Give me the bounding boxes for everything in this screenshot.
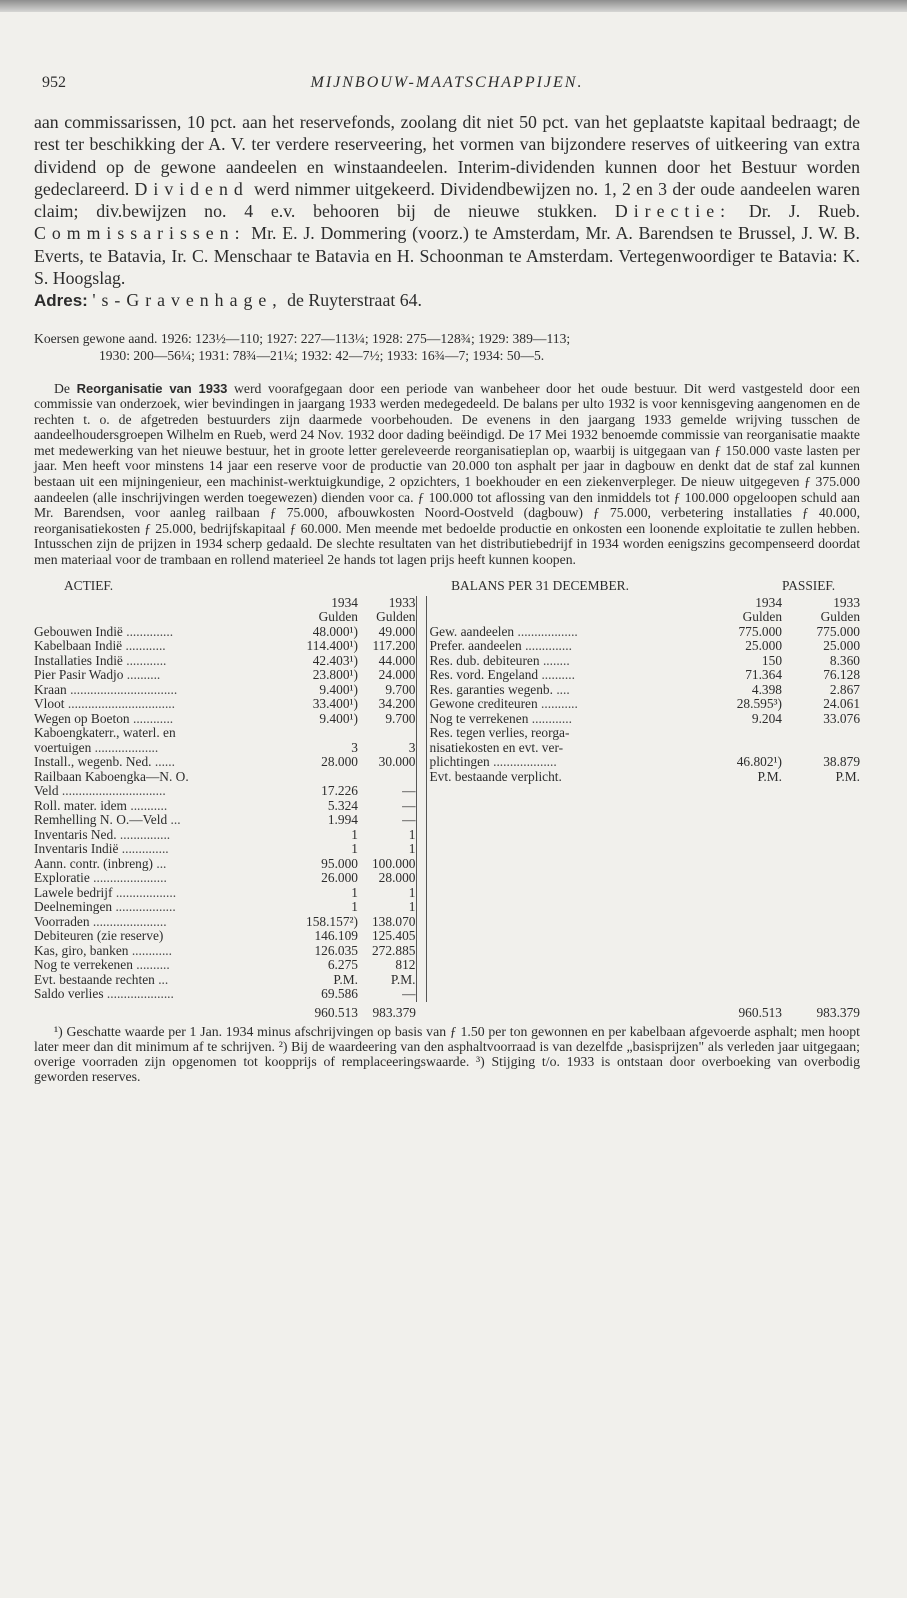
actief-leader-dots: ...................... bbox=[92, 914, 167, 929]
passief-label-text: nisatiekosten en evt. ver- bbox=[429, 740, 564, 755]
passief-value-1933 bbox=[782, 900, 860, 915]
passief-value-1934 bbox=[694, 929, 782, 944]
actief-value-1933: — bbox=[358, 813, 416, 828]
actief-label-text: Install., wegenb. Ned. bbox=[34, 755, 152, 770]
passief-value-1934 bbox=[694, 900, 782, 915]
balance-heading-row bbox=[34, 579, 860, 596]
passief-value-1934: 71.364 bbox=[745, 668, 783, 683]
actief-item-label bbox=[34, 770, 298, 785]
balance-row bbox=[34, 683, 860, 698]
balance-row bbox=[34, 900, 860, 915]
passief-label-text: Gew. aandeelen bbox=[429, 624, 515, 639]
passief-value-1934 bbox=[694, 886, 782, 901]
scan-edge bbox=[0, 0, 907, 12]
actief-value-1934: 9.400¹) bbox=[319, 711, 358, 726]
reorg-title: Reorganisatie van 1933 bbox=[76, 380, 228, 396]
actief-value-1934: 126.035 bbox=[314, 943, 358, 958]
passief-item-label bbox=[426, 799, 694, 814]
actief-item-label bbox=[34, 683, 298, 698]
balance-row bbox=[34, 770, 860, 785]
passief-item-label bbox=[426, 726, 694, 741]
actief-leader-dots: ............ bbox=[132, 711, 174, 726]
passief-value-1933: 76.128 bbox=[823, 668, 861, 683]
actief-label-text: Deelnemingen bbox=[34, 900, 113, 915]
balance-row bbox=[34, 639, 860, 654]
actief-leader-dots: .................. bbox=[115, 900, 176, 915]
actief-label-text: Vloot bbox=[34, 697, 65, 712]
actief-leader-dots: ............ bbox=[131, 943, 172, 958]
directie-label: Directie: bbox=[614, 201, 732, 222]
passief-value-1933 bbox=[782, 784, 860, 799]
balance-row bbox=[34, 697, 860, 712]
passief-item-label bbox=[426, 683, 694, 698]
actief-value-1934: 5.324 bbox=[327, 798, 358, 813]
actief-leader-dots: ................................ bbox=[70, 682, 178, 697]
actief-value-1933: 138.070 bbox=[358, 915, 416, 930]
page bbox=[34, 66, 860, 1084]
actief-item-label bbox=[34, 741, 298, 756]
actief-leader-dots: ............ bbox=[126, 653, 167, 668]
actief-value-1934: 1 bbox=[351, 885, 358, 900]
passief-value-1933 bbox=[782, 828, 860, 843]
actief-item-label bbox=[34, 828, 298, 843]
actief-label-text: Inventaris Indië bbox=[34, 842, 119, 857]
actief-leader-dots: ............................... bbox=[61, 784, 166, 799]
actief-value-1934: 95.000 bbox=[321, 856, 358, 871]
balance-row bbox=[34, 799, 860, 814]
actief-leader-dots: ...... bbox=[154, 755, 175, 770]
unit-row bbox=[34, 610, 860, 625]
passief-value-1934 bbox=[694, 857, 782, 872]
passief-value-1933 bbox=[782, 886, 860, 901]
passief-label-text: plichtingen bbox=[429, 755, 490, 770]
actief-item-label bbox=[34, 726, 298, 741]
footnotes bbox=[34, 1024, 860, 1084]
year-row bbox=[34, 596, 860, 611]
reorganisatie-section bbox=[34, 381, 860, 568]
passief-value-1933 bbox=[782, 944, 860, 959]
passief-leader-dots: .... bbox=[556, 682, 570, 697]
actief-label-text: Saldo verlies bbox=[34, 987, 104, 1002]
balance-row bbox=[34, 813, 860, 828]
actief-value-1933: 28.000 bbox=[358, 871, 416, 886]
passief-value-1934 bbox=[694, 799, 782, 814]
year-left-1934: 1934 bbox=[331, 595, 358, 610]
actief-value-1934: P.M. bbox=[333, 972, 358, 987]
actief-leader-dots: ............... bbox=[119, 827, 171, 842]
actief-label-text: Roll. mater. idem bbox=[34, 798, 127, 813]
passief-item-label bbox=[426, 668, 694, 683]
balance-row bbox=[34, 987, 860, 1002]
actief-value-1934: 17.226 bbox=[321, 784, 358, 799]
passief-item-label bbox=[426, 871, 694, 886]
unit-left-1: Gulden bbox=[318, 610, 358, 625]
actief-value-1933: 1 bbox=[358, 886, 416, 901]
actief-value-1933: 9.700 bbox=[358, 712, 416, 727]
balance-row bbox=[34, 668, 860, 683]
actief-item-label bbox=[34, 784, 298, 799]
year-right-1934: 1934 bbox=[755, 595, 783, 610]
actief-value-1934 bbox=[298, 770, 358, 785]
actief-item-label bbox=[34, 900, 298, 915]
passief-label-text: Res. garanties wegenb. bbox=[429, 682, 553, 697]
year-left-1933: 1933 bbox=[358, 596, 416, 611]
passief-item-label bbox=[426, 639, 694, 654]
actief-value-1933: 34.200 bbox=[358, 697, 416, 712]
passief-item-label bbox=[426, 973, 694, 988]
actief-item-label bbox=[34, 973, 298, 988]
actief-value-1933 bbox=[358, 770, 416, 785]
actief-label-text: Lawele bedrijf bbox=[34, 885, 113, 900]
actief-label-text: Gebouwen Indië bbox=[34, 624, 123, 639]
page-header bbox=[34, 66, 860, 96]
actief-label-text: Railbaan Kaboengka—N. O. bbox=[34, 769, 189, 784]
passief-value-1933: 775.000 bbox=[816, 624, 861, 639]
actief-value-1933: 1 bbox=[358, 828, 416, 843]
adres-label: Adres: bbox=[34, 291, 88, 311]
actief-value-1933: 812 bbox=[358, 958, 416, 973]
actief-value-1934: 146.109 bbox=[314, 929, 358, 944]
actief-value-1934: 23.800¹) bbox=[312, 668, 358, 683]
actief-leader-dots: .................... bbox=[106, 987, 174, 1002]
total-left-1933: 983.379 bbox=[372, 1004, 416, 1020]
actief-leader-dots: .......... bbox=[126, 668, 161, 683]
actief-value-1934: 33.400¹) bbox=[312, 697, 358, 712]
footnotes-text: ¹) Geschatte waarde per 1 Jan. 1934 minus afschrijvingen op basis van ƒ 1.50 per ton gewonnen en per kabelbaan afgevoerde asphalt; men hoopt later meer dan dit minimum af te schrijven. ²) Bij de waardeering van den asphaltvoorraad is van dezelfde „basisprijzen" als verleden jaar uitgegaan; overige voorraden zijn opgenomen tot koopprijs of remplaceeringswaarde. ³) Stijging t/o. 1933 is ontstaan door overboeking van overbodig geworden reserves. bbox=[34, 1024, 860, 1085]
actief-value-1934: 26.000 bbox=[321, 871, 358, 886]
passief-item-label bbox=[426, 944, 694, 959]
balance-row bbox=[34, 915, 860, 930]
passief-item-label bbox=[426, 886, 694, 901]
passief-leader-dots: ........... bbox=[541, 697, 578, 712]
balance-rows bbox=[34, 625, 860, 1002]
actief-label-text: Aann. contr. (inbreng) bbox=[34, 856, 153, 871]
actief-label-text: Inventaris Ned. bbox=[34, 827, 117, 842]
passief-leader-dots: ........ bbox=[542, 653, 570, 668]
actief-value-1933: — bbox=[358, 987, 416, 1002]
passief-value-1934 bbox=[694, 828, 782, 843]
passief-value-1933: 2.867 bbox=[829, 682, 861, 697]
passief-value-1934 bbox=[694, 813, 782, 828]
actief-leader-dots: .................. bbox=[115, 885, 177, 900]
passief-value-1933: 24.061 bbox=[823, 697, 861, 712]
actief-label-text: Installaties Indië bbox=[34, 653, 123, 668]
actief-label-text: Wegen op Boeton bbox=[34, 711, 130, 726]
total-row bbox=[34, 1002, 860, 1021]
adres-street: de Ruyterstraat 64. bbox=[287, 290, 422, 311]
actief-value-1933: 49.000 bbox=[358, 625, 416, 640]
total-right-1933: 983.379 bbox=[816, 1004, 861, 1020]
passief-value-1934 bbox=[694, 958, 782, 973]
intro-section bbox=[34, 111, 860, 313]
passief-item-label bbox=[426, 842, 694, 857]
koersen-line-1: Koersen gewone aand. 1926: 123½—110; 1927: 227—113¼; 1928: 275—128¾; 1929: 389—113; bbox=[34, 330, 571, 346]
heading-balans: BALANS PER 31 DECEMBER. bbox=[451, 579, 629, 594]
passief-value-1934 bbox=[694, 944, 782, 959]
balance-row bbox=[34, 842, 860, 857]
balance-row bbox=[34, 828, 860, 843]
balance-row bbox=[34, 784, 860, 799]
actief-value-1934: 28.000 bbox=[321, 755, 358, 770]
actief-item-label bbox=[34, 886, 298, 901]
actief-value-1933: 1 bbox=[358, 842, 416, 857]
actief-value-1933: 44.000 bbox=[358, 654, 416, 669]
passief-item-label bbox=[426, 958, 694, 973]
passief-value-1934 bbox=[694, 784, 782, 799]
passief-label-text: Res. vord. Engeland bbox=[429, 668, 539, 683]
balance-row bbox=[34, 857, 860, 872]
actief-label-text: Exploratie bbox=[34, 871, 90, 886]
actief-label-text: Remhelling N. O.—Veld bbox=[34, 813, 168, 828]
passief-value-1934 bbox=[694, 915, 782, 930]
actief-value-1933: 24.000 bbox=[358, 668, 416, 683]
passief-leader-dots: ................... bbox=[493, 755, 557, 770]
balance-row bbox=[34, 944, 860, 959]
passief-label-text: Prefer. aandeelen bbox=[429, 639, 522, 654]
passief-label-text: Res. dub. debiteuren bbox=[429, 653, 540, 668]
actief-value-1934: 158.157²) bbox=[306, 914, 358, 929]
passief-leader-dots: .................. bbox=[517, 624, 578, 639]
passief-item-label bbox=[426, 697, 694, 712]
passief-label-text: Res. tegen verlies, reorga- bbox=[429, 726, 570, 741]
passief-value-1934: 46.802¹) bbox=[736, 755, 783, 770]
passief-item-label bbox=[426, 813, 694, 828]
balance-row bbox=[34, 886, 860, 901]
actief-value-1933: — bbox=[358, 784, 416, 799]
actief-leader-dots: ... bbox=[156, 856, 167, 871]
actief-leader-dots: ............ bbox=[125, 639, 166, 654]
page-number: 952 bbox=[42, 74, 66, 91]
actief-leader-dots: ................................ bbox=[67, 697, 175, 712]
intro-paragraph bbox=[34, 111, 860, 313]
passief-value-1934 bbox=[694, 726, 782, 741]
unit-left-2: Gulden bbox=[358, 610, 416, 625]
actief-value-1933: 3 bbox=[358, 741, 416, 756]
passief-value-1933 bbox=[782, 726, 860, 741]
heading-actief: ACTIEF. bbox=[64, 579, 114, 594]
total-right-1934: 960.513 bbox=[738, 1004, 783, 1020]
passief-value-1933 bbox=[782, 799, 860, 814]
balance-row bbox=[34, 871, 860, 886]
actief-label-text: Kabelbaan Indië bbox=[34, 639, 123, 654]
passief-leader-dots: .............. bbox=[525, 639, 572, 654]
passief-value-1934 bbox=[694, 741, 782, 756]
actief-leader-dots: ........... bbox=[130, 798, 168, 813]
passief-value-1934 bbox=[694, 973, 782, 988]
actief-label-text: Evt. bestaande rechten bbox=[34, 972, 155, 987]
actief-value-1934: 69.586 bbox=[321, 987, 358, 1002]
actief-value-1934: 48.000¹) bbox=[312, 624, 358, 639]
passief-item-label bbox=[426, 712, 694, 727]
passief-item-label bbox=[426, 770, 694, 785]
passief-value-1934: 9.204 bbox=[751, 711, 783, 726]
passief-leader-dots: ............ bbox=[531, 711, 572, 726]
running-title: MIJNBOUW-MAATSCHAPPIJEN. bbox=[310, 74, 584, 91]
actief-value-1934: 6.275 bbox=[327, 958, 358, 973]
actief-leader-dots: .......... bbox=[136, 958, 170, 973]
passief-item-label bbox=[426, 741, 694, 756]
reorg-de: De bbox=[54, 380, 70, 396]
balance-row bbox=[34, 755, 860, 770]
passief-value-1933 bbox=[782, 958, 860, 973]
commissarissen-text: Mr. E. J. Dommering (voorz.) te Amsterdam, Mr. A. Barendsen te Brussel, J. W. B. Everts, te Batavia, Ir. C. Menschaar te Batavia en H. Schoonman te Amsterdam. Vertegenwoordiger te Batavia: K. S. Hoogslag. bbox=[34, 223, 860, 289]
passief-value-1933: 38.879 bbox=[823, 755, 861, 770]
actief-item-label bbox=[34, 625, 298, 640]
passief-value-1934: 775.000 bbox=[738, 624, 783, 639]
actief-item-label bbox=[34, 654, 298, 669]
actief-value-1934: 3 bbox=[351, 740, 358, 755]
passief-leader-dots: .......... bbox=[541, 668, 575, 683]
adres-city: 's-Gravenhage, bbox=[92, 290, 283, 311]
actief-item-label bbox=[34, 944, 298, 959]
actief-item-label bbox=[34, 871, 298, 886]
actief-leader-dots: ................... bbox=[94, 740, 159, 755]
actief-leader-dots: ... bbox=[170, 813, 181, 828]
actief-value-1934: 9.400¹) bbox=[319, 682, 358, 697]
commissarissen-label: Commissarissen: bbox=[34, 223, 246, 244]
actief-item-label bbox=[34, 712, 298, 727]
passief-item-label bbox=[426, 987, 694, 1002]
heading-passief: PASSIEF. bbox=[782, 579, 836, 594]
actief-value-1933: 272.885 bbox=[358, 944, 416, 959]
intro-text-b: werd nimmer uitgekeerd. Dividendbewijzen no. 1, 2 en 3 der oude aandeelen waren claim; div.bewijzen no. 4 e.v. behooren bij de nieuwe stukken. bbox=[34, 178, 860, 222]
actief-value-1933: — bbox=[358, 799, 416, 814]
balance-row bbox=[34, 929, 860, 944]
passief-value-1933 bbox=[782, 915, 860, 930]
passief-value-1933 bbox=[782, 741, 860, 756]
actief-value-1934: 1 bbox=[351, 900, 358, 915]
balance-row bbox=[34, 741, 860, 756]
koersen-line-2: 1930: 200—56¼; 1931: 78¾—21¼; 1932: 42—7½; 1933: 16¾—7; 1934: 50—5. bbox=[99, 347, 545, 363]
actief-label-text: voertuigen bbox=[34, 740, 92, 755]
balance-row bbox=[34, 973, 860, 988]
passief-value-1933 bbox=[782, 813, 860, 828]
actief-item-label bbox=[34, 799, 298, 814]
actief-label-text: Voorraden bbox=[34, 914, 90, 929]
actief-item-label bbox=[34, 857, 298, 872]
passief-value-1933: 8.360 bbox=[829, 653, 861, 668]
actief-item-label bbox=[34, 697, 298, 712]
balance-table bbox=[34, 579, 860, 1020]
passief-label-text: Gewone crediteuren bbox=[429, 697, 538, 712]
passief-item-label bbox=[426, 915, 694, 930]
passief-value-1933 bbox=[782, 973, 860, 988]
passief-item-label bbox=[426, 625, 694, 640]
actief-value-1933: 9.700 bbox=[358, 683, 416, 698]
actief-value-1933: 117.200 bbox=[358, 639, 416, 654]
balance-row bbox=[34, 654, 860, 669]
passief-value-1933 bbox=[782, 857, 860, 872]
actief-value-1934: 1 bbox=[351, 842, 358, 857]
actief-item-label bbox=[34, 958, 298, 973]
actief-item-label bbox=[34, 929, 298, 944]
passief-item-label bbox=[426, 857, 694, 872]
actief-leader-dots: .............. bbox=[121, 842, 169, 857]
actief-item-label bbox=[34, 842, 298, 857]
passief-value-1933 bbox=[782, 842, 860, 857]
unit-right-2: Gulden bbox=[820, 610, 861, 625]
actief-label-text: Kaboengkaterr., waterl. en bbox=[34, 726, 176, 741]
balance-row bbox=[34, 958, 860, 973]
passief-value-1933 bbox=[782, 987, 860, 1002]
total-left-1934: 960.513 bbox=[314, 1004, 358, 1020]
actief-value-1933: 1 bbox=[358, 900, 416, 915]
passief-item-label bbox=[426, 900, 694, 915]
passief-value-1933 bbox=[782, 871, 860, 886]
passief-value-1934 bbox=[694, 842, 782, 857]
actief-value-1933 bbox=[358, 726, 416, 741]
reorg-text: werd voorafgegaan door een periode van wanbeheer door het oude bestuur. Dit werd vastgesteld door een commissie van onderzoek, wier bevindingen in jaargang 1933 werden medegedeeld. De balans per ulto 1932 is voor kennisgeving aangenomen en de rechten t. o. de afgetreden bestuurders zijn daarmede voorbehouden. De evenens in den jaargang 1933 gemelde wrijving tusschen de aandeelhoudersgroepen Wilhelm en Rueb, werd 24 Nov. 1932 door dading beëindigd. De 17 Mei 1932 benoemde commissie van reorganisatie maakte met medewerking van het nieuwe bestuur, het in groote letter gereleveerde reorganisatieplan op, waarbij is uitgegaan van ƒ 150.000 vaste lasten per jaar. Men heeft voor minstens 14 jaar een reserve voor de productie van 20.000 ton asphalt per jaar in dagbouw en denkt dat de staf zal kunnen bestaan uit een mijningenieur, een machinist-werktuigkundige, 2 opzichters, 1 boekhouder en een ziekenverpleger. De nieuw uitgegeven ƒ 375.000 aandeelen (alle inschrijvingen werden toegewezen) dienden voor ca. ƒ 100.000 tot aflossing van den inmiddels tot ƒ 100.000 opgeloopen schuld aan Mr. Barendsen, voor aanleg railbaan ƒ 75.000, afbouwkosten Noord-Oostveld (dagbouw) ƒ 75.000, verbetering installaties ƒ 40.000, reorganisatiekosten ƒ 25.000, bedrijfskapitaal ƒ 60.000. Men meende met bedoelde productie en onkosten een loonende exploitatie te zullen hebben. Intusschen zijn de prijzen in 1934 scherp gedaald. De slechte resultaten van het distributiebedrijf in 1934 worden eenigszins gecompenseerd doordat men materiaal voor de trambaan en rollend materieel 2e hands tot lagen prijs heeft kunnen koopen. bbox=[34, 380, 860, 567]
actief-label-text: Kas, giro, banken bbox=[34, 943, 129, 958]
actief-value-1933: 30.000 bbox=[358, 755, 416, 770]
dividend-label: Dividend bbox=[134, 178, 249, 199]
actief-value-1934 bbox=[298, 726, 358, 741]
passief-item-label bbox=[426, 929, 694, 944]
passief-value-1934 bbox=[694, 871, 782, 886]
actief-value-1934: 1 bbox=[351, 827, 358, 842]
passief-value-1934: P.M. bbox=[757, 769, 783, 784]
passief-value-1933: P.M. bbox=[835, 769, 861, 784]
year-right-1933: 1933 bbox=[833, 595, 861, 610]
passief-value-1933: 25.000 bbox=[823, 639, 861, 654]
balance-row bbox=[34, 712, 860, 727]
actief-item-label bbox=[34, 755, 298, 770]
passief-value-1934: 4.398 bbox=[751, 682, 783, 697]
actief-value-1933: 125.405 bbox=[358, 929, 416, 944]
actief-value-1934: 114.400¹) bbox=[306, 639, 358, 654]
actief-item-label bbox=[34, 915, 298, 930]
passief-label-text: Nog te verrekenen bbox=[429, 711, 529, 726]
actief-leader-dots: ... bbox=[158, 972, 169, 987]
actief-leader-dots: .............. bbox=[126, 624, 174, 639]
passief-value-1934: 28.595³) bbox=[736, 697, 783, 712]
intro-text-a: aan commissarissen, 10 pct. aan het reservefonds, zoolang dit niet 50 pct. van het geplaatste kapitaal bedraagt; de rest ter beschikking der A. V. ter verdere reserveering, het vormen van bijzondere reserves of uitkeering van extra dividend op de gewone aandeelen en winstaandeelen. Interim-dividenden kunnen door het Bestuur worden gedeclareerd. bbox=[34, 112, 860, 199]
unit-right-1: Gulden bbox=[742, 610, 783, 625]
actief-leader-dots: ...................... bbox=[93, 871, 167, 886]
passief-value-1934: 150 bbox=[761, 653, 783, 668]
actief-item-label bbox=[34, 813, 298, 828]
actief-label-text: Pier Pasir Wadjo bbox=[34, 668, 124, 683]
actief-value-1934: 42.403¹) bbox=[312, 653, 358, 668]
actief-item-label bbox=[34, 987, 298, 1002]
actief-item-label bbox=[34, 668, 298, 683]
passief-value-1934: 25.000 bbox=[745, 639, 783, 654]
actief-label-text: Nog te verrekenen bbox=[34, 958, 133, 973]
passief-item-label bbox=[426, 828, 694, 843]
directie-text: Dr. J. Rueb. bbox=[748, 201, 860, 222]
passief-value-1933: 33.076 bbox=[823, 711, 861, 726]
balance-row bbox=[34, 726, 860, 741]
passief-item-label bbox=[426, 755, 694, 770]
passief-item-label bbox=[426, 784, 694, 799]
actief-item-label bbox=[34, 639, 298, 654]
balance-row bbox=[34, 625, 860, 640]
passief-value-1934 bbox=[694, 987, 782, 1002]
actief-value-1933: 100.000 bbox=[358, 857, 416, 872]
actief-label-text: Debiteuren (zie reserve) bbox=[34, 929, 164, 944]
koersen bbox=[34, 330, 860, 364]
passief-item-label bbox=[426, 654, 694, 669]
passief-label-text: Evt. bestaande verplicht. bbox=[429, 769, 562, 784]
actief-label-text: Veld bbox=[34, 784, 59, 799]
actief-label-text: Kraan bbox=[34, 682, 67, 697]
actief-value-1934: 1.994 bbox=[327, 813, 358, 828]
passief-value-1933 bbox=[782, 929, 860, 944]
actief-value-1933: P.M. bbox=[358, 973, 416, 988]
